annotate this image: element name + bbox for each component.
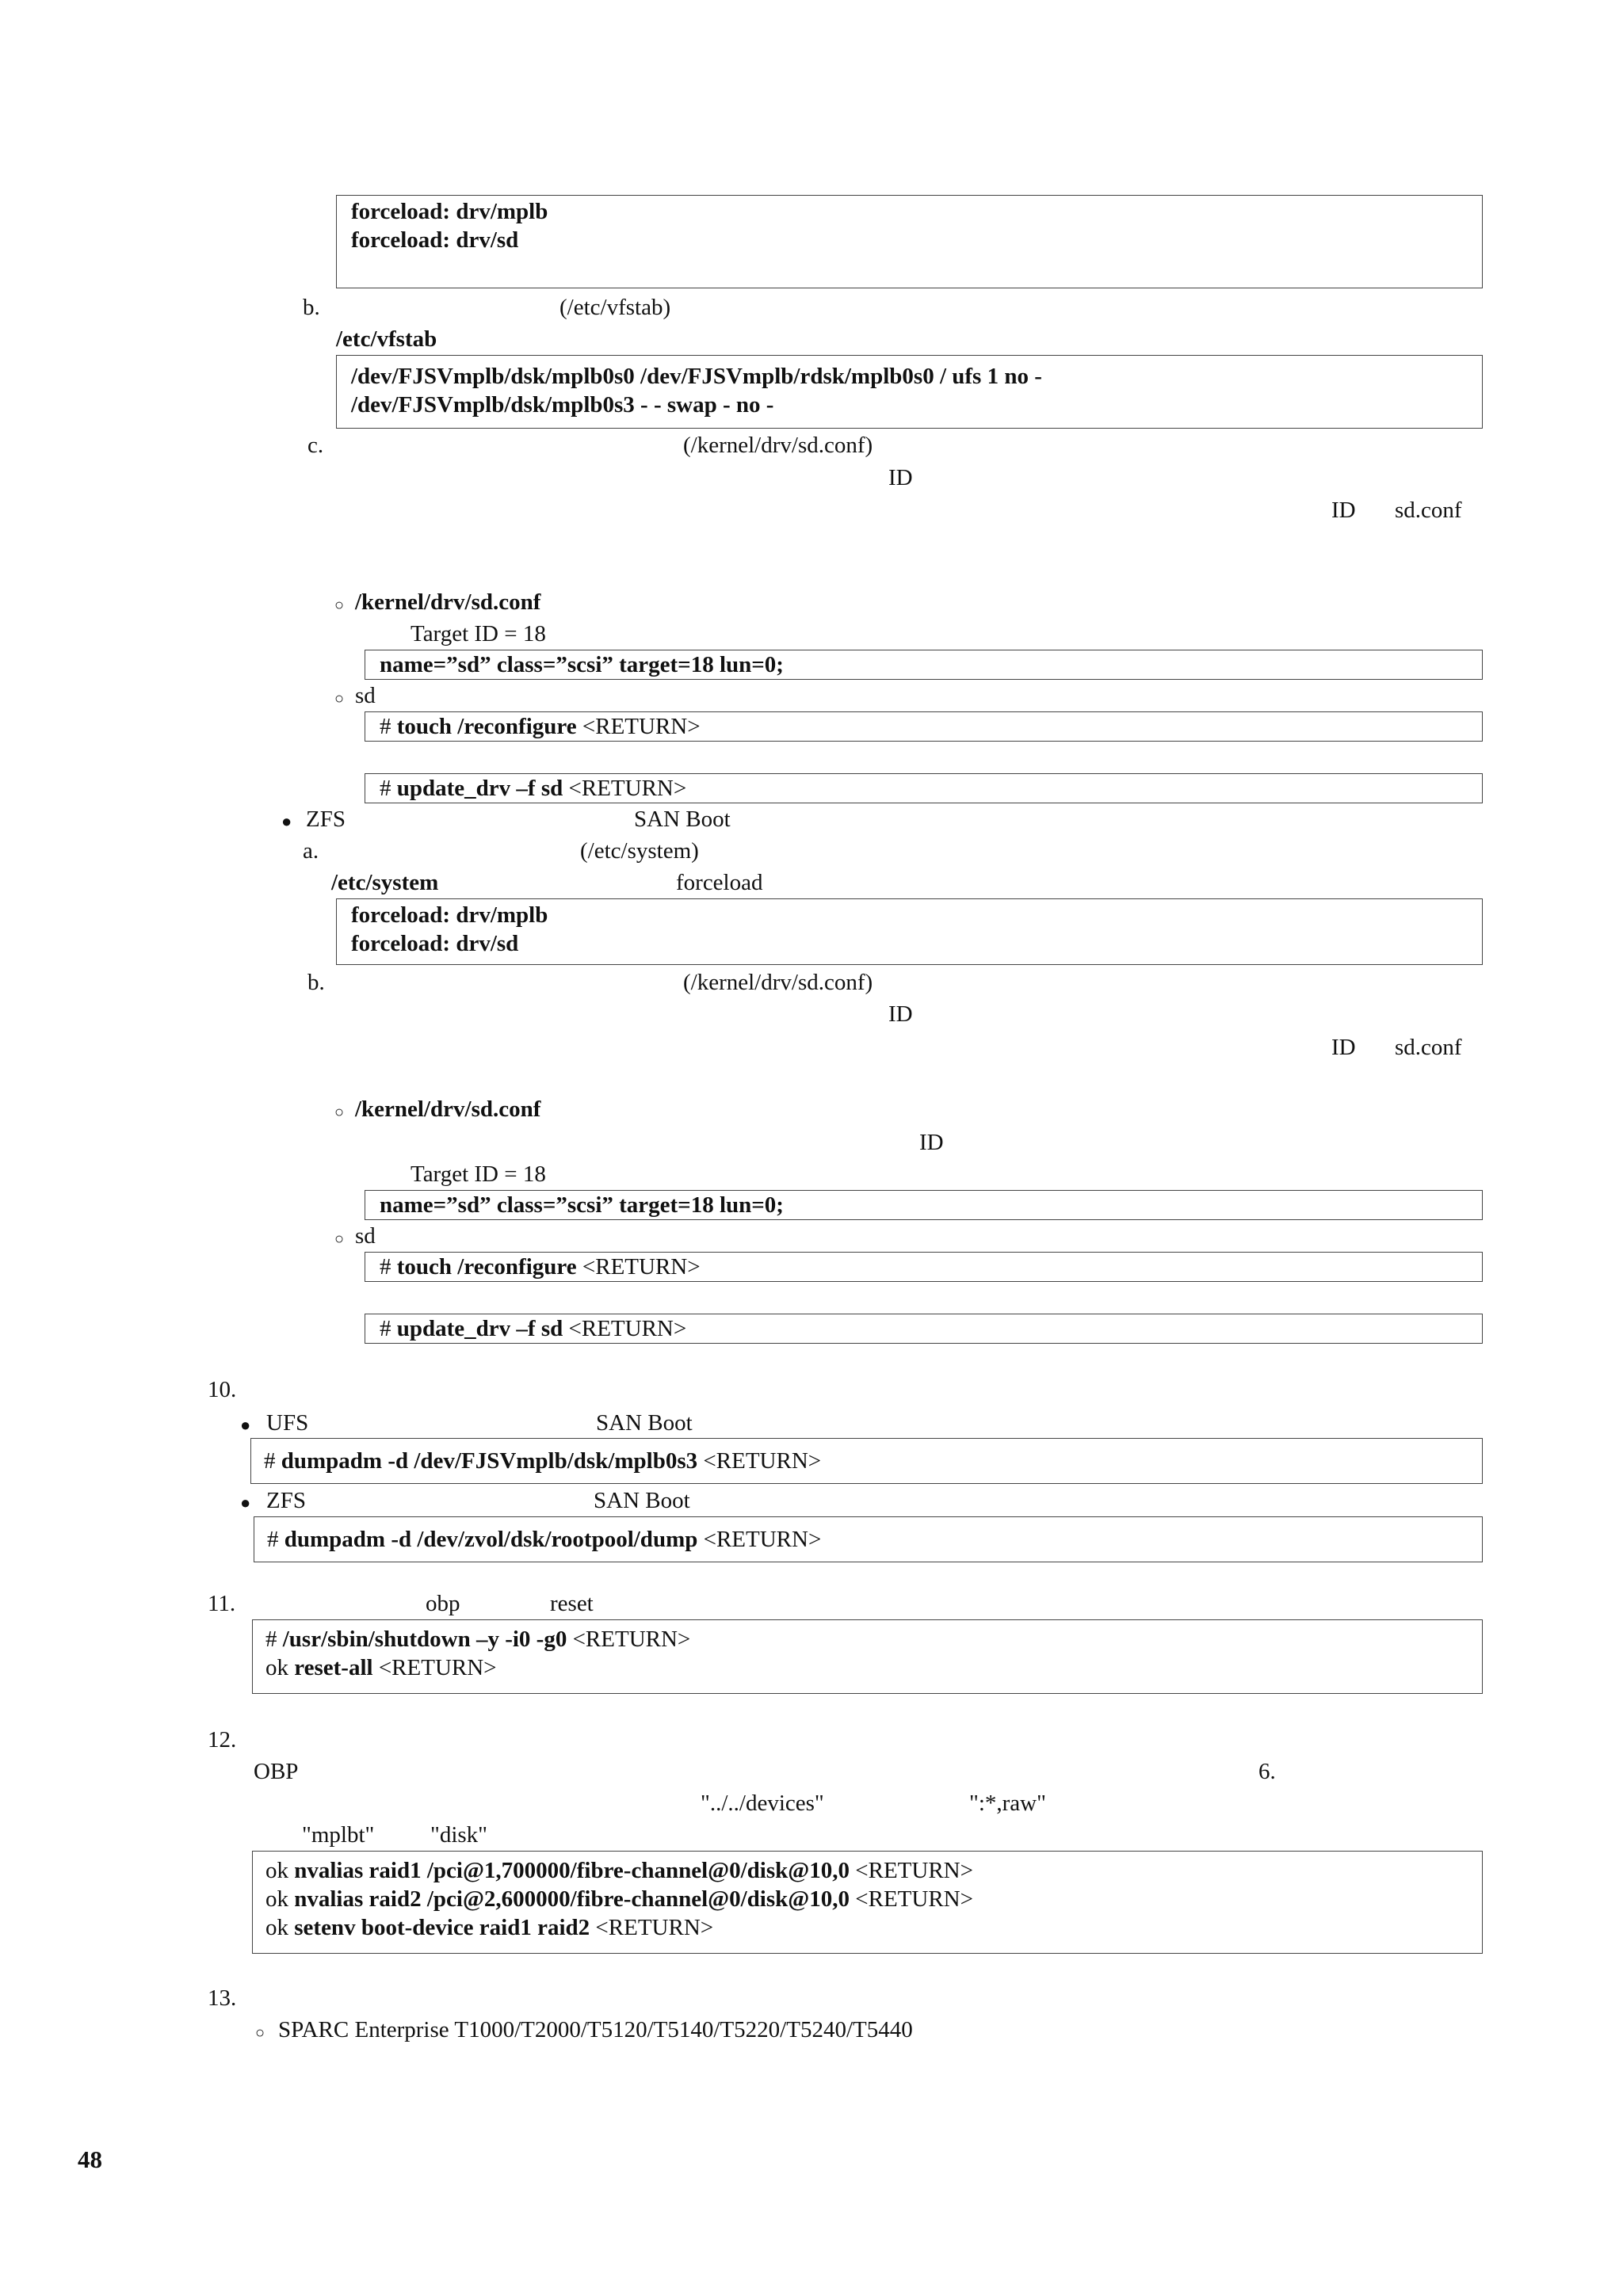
code-line: ok nvalias raid2 /pci@2,600000/fibre-channel@0/disk@10,0 <RETURN> (265, 1886, 973, 1912)
code-box-forceload-zfs (336, 898, 1483, 965)
sd-label: sd (355, 683, 376, 708)
code-line: forceload: drv/mplb (351, 902, 548, 928)
code-box-sdconf (365, 1190, 1483, 1220)
step-number: 12. (208, 1727, 237, 1753)
code-line: # /usr/sbin/shutdown –y -i0 -g0 <RETURN> (265, 1627, 691, 1652)
step-marker: b. (303, 295, 320, 320)
bullet-label: ZFS (266, 1488, 306, 1513)
circle-bullet-icon: ○ (255, 2024, 265, 2042)
code-line: ok setenv boot-device raid1 raid2 <RETURN> (265, 1915, 714, 1940)
target-id: Target ID = 18 (411, 1161, 546, 1187)
mplbt-text: "mplbt" (302, 1822, 375, 1848)
page-number: 48 (78, 2145, 102, 2173)
circle-bullet-icon: ○ (334, 690, 345, 707)
model-list: SPARC Enterprise T1000/T2000/T5120/T5140/T5220/T5240/T5440 (278, 2017, 913, 2042)
conf-label: /kernel/drv/sd.conf (355, 589, 541, 615)
code-line: # dumpadm -d /dev/FJSVmplb/dsk/mplb0s3 <RETURN> (264, 1448, 822, 1474)
file-path: (/etc/system) (580, 838, 699, 864)
code-line: /dev/FJSVmplb/dsk/mplb0s0 /dev/FJSVmplb/rdsk/mplb0s0 / ufs 1 no - (351, 364, 1042, 389)
code-box-update (365, 773, 1483, 803)
code-box-sdconf (365, 650, 1483, 680)
file-label: /etc/system (331, 870, 439, 895)
raw-text: ":*,raw" (969, 1791, 1046, 1816)
code-box-nvalias (252, 1851, 1483, 1954)
step-reference: 6. (1258, 1759, 1276, 1784)
bullet-icon: ● (240, 1493, 251, 1512)
reset-text: reset (550, 1591, 594, 1616)
conf-label: /kernel/drv/sd.conf (355, 1097, 541, 1122)
id-text: ID (1331, 1035, 1356, 1060)
code-box-dumpadm-zfs (254, 1516, 1483, 1562)
code-line: # update_drv –f sd <RETURN> (380, 1316, 687, 1341)
circle-bullet-icon: ○ (334, 597, 345, 614)
code-box-touch (365, 1252, 1483, 1282)
san-boot-text: SAN Boot (596, 1410, 693, 1436)
bullet-label: ZFS (306, 807, 346, 832)
san-boot-text: SAN Boot (594, 1488, 690, 1513)
step-number: 10. (208, 1377, 237, 1402)
code-line: ok nvalias raid1 /pci@1,700000/fibre-channel@0/disk@10,0 <RETURN> (265, 1858, 973, 1883)
sd-label: sd (355, 1223, 376, 1249)
step-marker: b. (307, 970, 325, 995)
file-path: (/etc/vfstab) (559, 295, 671, 320)
obp-text: OBP (254, 1759, 299, 1784)
code-line: name=”sd” class=”scsi” target=18 lun=0; (380, 1192, 784, 1218)
code-box-touch (365, 711, 1483, 742)
code-line: ok reset-all <RETURN> (265, 1655, 497, 1680)
obp-text: obp (426, 1591, 460, 1616)
code-line: forceload: drv/sd (351, 931, 519, 956)
id-text: ID (1331, 498, 1356, 523)
code-box-shutdown (252, 1619, 1483, 1694)
sdconf-text: sd.conf (1395, 498, 1462, 523)
circle-bullet-icon: ○ (334, 1230, 345, 1248)
code-line: # dumpadm -d /dev/zvol/dsk/rootpool/dump <RETURN> (267, 1527, 822, 1552)
code-line: # update_drv –f sd <RETURN> (380, 776, 687, 801)
disk-text: "disk" (430, 1822, 488, 1848)
file-path: (/kernel/drv/sd.conf) (683, 433, 873, 458)
id-text: ID (888, 465, 913, 490)
code-line: forceload: drv/mplb (351, 199, 548, 224)
code-box-update (365, 1314, 1483, 1344)
circle-bullet-icon: ○ (334, 1104, 345, 1121)
san-boot-text: SAN Boot (634, 807, 731, 832)
sdconf-text: sd.conf (1395, 1035, 1462, 1060)
file-path: (/kernel/drv/sd.conf) (683, 970, 873, 995)
code-box-forceload-ufs (336, 195, 1483, 288)
step-number: 11. (208, 1591, 236, 1616)
devices-text: "../../devices" (701, 1791, 824, 1816)
id-text: ID (919, 1130, 944, 1155)
forceload-text: forceload (676, 870, 763, 895)
bullet-icon: ● (240, 1415, 251, 1435)
code-line: name=”sd” class=”scsi” target=18 lun=0; (380, 652, 784, 677)
code-box-dumpadm-ufs (250, 1438, 1483, 1484)
step-number: 13. (208, 1985, 237, 2011)
step-marker: a. (303, 838, 319, 864)
id-text: ID (888, 1001, 913, 1027)
step-marker: c. (307, 433, 324, 458)
code-line: forceload: drv/sd (351, 227, 519, 253)
file-label: /etc/vfstab (336, 326, 437, 352)
bullet-icon: ● (281, 811, 292, 831)
target-id: Target ID = 18 (411, 621, 546, 646)
code-line: # touch /reconfigure <RETURN> (380, 714, 701, 739)
code-line: # touch /reconfigure <RETURN> (380, 1254, 701, 1280)
code-line: /dev/FJSVmplb/dsk/mplb0s3 - - swap - no - (351, 392, 774, 418)
bullet-label: UFS (266, 1410, 309, 1436)
code-box-vfstab (336, 355, 1483, 429)
